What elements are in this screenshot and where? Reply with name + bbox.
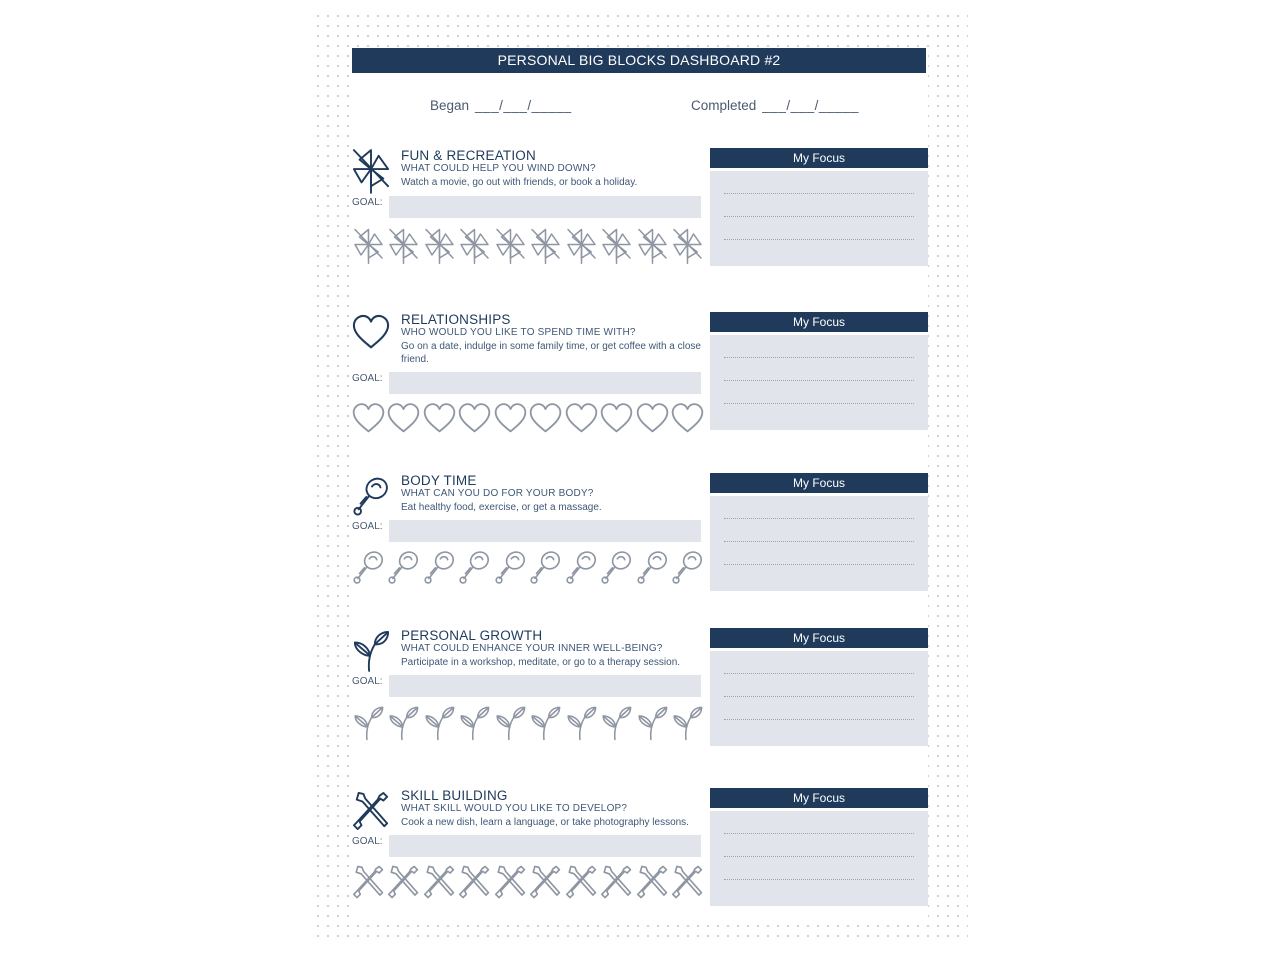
tools-tracker-icon[interactable] (636, 864, 669, 900)
dashboard-sheet (352, 48, 928, 918)
sprout-tracker-icon[interactable] (387, 705, 420, 741)
sprout-tracker-icon[interactable] (494, 705, 527, 741)
heart-tracker-icon[interactable] (600, 401, 633, 437)
goal-input[interactable] (389, 520, 701, 542)
massage-roller-icon (352, 473, 390, 519)
note-line (724, 564, 914, 565)
heart-tracker-icon[interactable] (636, 401, 669, 437)
massage-roller-tracker-icon[interactable] (352, 549, 385, 585)
pinwheel-tracker-icon[interactable] (352, 228, 385, 264)
section-description: Eat healthy food, exercise, or get a massage. (401, 502, 602, 513)
tracker-row (352, 705, 704, 741)
dotted-page-background (312, 10, 968, 944)
sprout-tracker-icon[interactable] (458, 705, 491, 741)
my-focus-box (710, 312, 928, 430)
began-date (430, 98, 572, 113)
note-line (724, 193, 914, 194)
sprout-tracker-icon[interactable] (636, 705, 669, 741)
massage-roller-tracker-icon[interactable] (387, 549, 420, 585)
tracker-row (352, 864, 704, 900)
tracker-row (352, 549, 704, 585)
pinwheel-tracker-icon[interactable] (423, 228, 456, 264)
note-line (724, 541, 914, 542)
my-focus-box (710, 148, 928, 266)
massage-roller-tracker-icon[interactable] (600, 549, 633, 585)
goal-label: GOAL: (352, 836, 383, 847)
massage-roller-tracker-icon[interactable] (671, 549, 704, 585)
pinwheel-tracker-icon[interactable] (565, 228, 598, 264)
section-question: WHO WOULD YOU LIKE TO SPEND TIME WITH? (401, 327, 636, 338)
sprout-tracker-icon[interactable] (600, 705, 633, 741)
my-focus-box (710, 473, 928, 591)
note-line (724, 879, 914, 880)
note-line (724, 357, 914, 358)
pinwheel-tracker-icon[interactable] (600, 228, 633, 264)
page-title: PERSONAL BIG BLOCKS DASHBOARD #2 (352, 48, 926, 73)
section-title: BODY TIME (401, 473, 477, 488)
heart-tracker-icon[interactable] (565, 401, 598, 437)
my-focus-header: My Focus (710, 628, 928, 648)
note-line (724, 216, 914, 217)
heart-tracker-icon[interactable] (352, 401, 385, 437)
section-question: WHAT COULD ENHANCE YOUR INNER WELL-BEING? (401, 643, 663, 654)
note-line (724, 696, 914, 697)
my-focus-box (710, 628, 928, 746)
section-question: WHAT CAN YOU DO FOR YOUR BODY? (401, 488, 594, 499)
sprout-tracker-icon[interactable] (671, 705, 704, 741)
note-line (724, 673, 914, 674)
massage-roller-tracker-icon[interactable] (458, 549, 491, 585)
goal-input[interactable] (389, 835, 701, 857)
completed-blanks: ___/___/_____ (762, 98, 859, 113)
tools-tracker-icon[interactable] (423, 864, 456, 900)
began-label: Began (430, 98, 470, 113)
note-line (724, 380, 914, 381)
sprout-tracker-icon[interactable] (529, 705, 562, 741)
tools-tracker-icon[interactable] (529, 864, 562, 900)
section-description: Go on a date, indulge in some family time, or get coffee with a close friend. (401, 341, 701, 365)
goal-label: GOAL: (352, 676, 383, 687)
my-focus-box (710, 788, 928, 906)
goal-input[interactable] (389, 372, 701, 394)
heart-icon (352, 310, 390, 356)
goal-label: GOAL: (352, 521, 383, 532)
section-question: WHAT COULD HELP YOU WIND DOWN? (401, 163, 596, 174)
note-line (724, 518, 914, 519)
section-question: WHAT SKILL WOULD YOU LIKE TO DEVELOP? (401, 803, 628, 814)
heart-tracker-icon[interactable] (529, 401, 562, 437)
heart-tracker-icon[interactable] (671, 401, 704, 437)
began-blanks: ___/___/_____ (475, 98, 572, 113)
massage-roller-tracker-icon[interactable] (423, 549, 456, 585)
goal-input[interactable] (389, 675, 701, 697)
section-description: Cook a new dish, learn a language, or take photography lessons. (401, 817, 689, 828)
sprout-tracker-icon[interactable] (352, 705, 385, 741)
heart-tracker-icon[interactable] (494, 401, 527, 437)
massage-roller-tracker-icon[interactable] (565, 549, 598, 585)
goal-label: GOAL: (352, 373, 383, 384)
sprout-tracker-icon[interactable] (423, 705, 456, 741)
tools-icon (352, 788, 390, 834)
my-focus-header: My Focus (710, 788, 928, 808)
pinwheel-tracker-icon[interactable] (636, 228, 669, 264)
heart-tracker-icon[interactable] (387, 401, 420, 437)
tools-tracker-icon[interactable] (352, 864, 385, 900)
tools-tracker-icon[interactable] (600, 864, 633, 900)
my-focus-header: My Focus (710, 148, 928, 168)
completed-label: Completed (691, 98, 757, 113)
tools-tracker-icon[interactable] (565, 864, 598, 900)
tools-tracker-icon[interactable] (494, 864, 527, 900)
note-line (724, 856, 914, 857)
massage-roller-tracker-icon[interactable] (529, 549, 562, 585)
pinwheel-tracker-icon[interactable] (671, 228, 704, 264)
my-focus-notes[interactable] (710, 335, 928, 430)
my-focus-header: My Focus (710, 473, 928, 493)
tools-tracker-icon[interactable] (458, 864, 491, 900)
section-title: FUN & RECREATION (401, 148, 536, 163)
pinwheel-tracker-icon[interactable] (494, 228, 527, 264)
my-focus-notes[interactable] (710, 811, 928, 906)
note-line (724, 403, 914, 404)
pinwheel-icon (352, 148, 390, 194)
tracker-row (352, 401, 704, 437)
goal-label: GOAL: (352, 197, 383, 208)
my-focus-notes[interactable] (710, 651, 928, 746)
section-title: RELATIONSHIPS (401, 312, 511, 327)
my-focus-header: My Focus (710, 312, 928, 332)
pinwheel-tracker-icon[interactable] (529, 228, 562, 264)
pinwheel-tracker-icon[interactable] (387, 228, 420, 264)
note-line (724, 239, 914, 240)
my-focus-notes[interactable] (710, 496, 928, 591)
section-title: SKILL BUILDING (401, 788, 508, 803)
my-focus-notes[interactable] (710, 171, 928, 266)
section-title: PERSONAL GROWTH (401, 628, 543, 643)
pinwheel-tracker-icon[interactable] (458, 228, 491, 264)
goal-input[interactable] (389, 196, 701, 218)
massage-roller-tracker-icon[interactable] (494, 549, 527, 585)
sprout-tracker-icon[interactable] (565, 705, 598, 741)
note-line (724, 719, 914, 720)
completed-date (691, 98, 859, 113)
note-line (724, 833, 914, 834)
heart-tracker-icon[interactable] (458, 401, 491, 437)
section-description: Participate in a workshop, meditate, or go to a therapy session. (401, 657, 681, 668)
massage-roller-tracker-icon[interactable] (636, 549, 669, 585)
sprout-icon (352, 628, 390, 674)
heart-tracker-icon[interactable] (423, 401, 456, 437)
tools-tracker-icon[interactable] (671, 864, 704, 900)
tracker-row (352, 228, 704, 264)
section-description: Watch a movie, go out with friends, or book a holiday. (401, 177, 638, 188)
tools-tracker-icon[interactable] (387, 864, 420, 900)
